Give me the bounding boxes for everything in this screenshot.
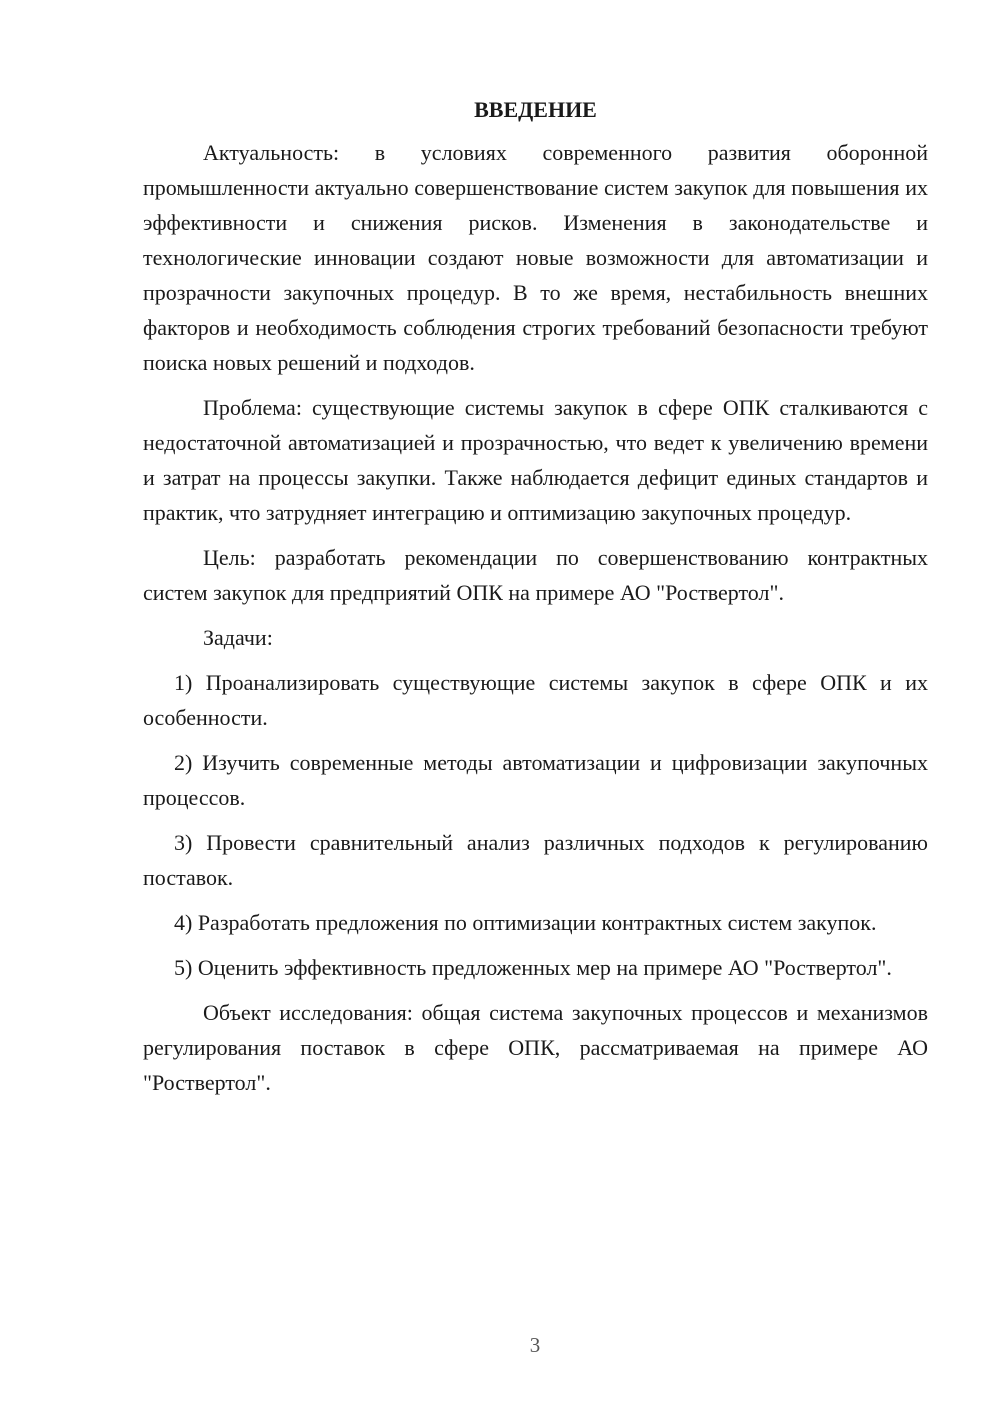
- task-item: 4) Разработать предложения по оптимизации контрактных систем закупок.: [174, 910, 877, 935]
- problem-paragraph: Проблема: существующие системы закупок в сфере ОПК сталкиваются с недостаточной автоматизацией и прозрачностью, что ведет к увеличению времени и затрат на процессы закупки. Также наблюдается дефицит единых стандартов и практик, что затрудняет интеграцию и оптимизацию закупочных процедур.: [143, 395, 928, 525]
- research-object-paragraph: Объект исследования: общая система закупочных процессов и механизмов регулирования поставок в сфере ОПК, рассматриваемая на примере АО "Роствертол".: [143, 1000, 928, 1095]
- section-title: ВВЕДЕНИЕ: [474, 97, 597, 122]
- relevance-paragraph: Актуальность: в условиях современного развития оборонной промышленности актуально совершенствование систем закупок для повышения их эффективности и снижения рисков. Изменения в законодательстве и технологические инновации создают новые возможности для автоматизации и прозрачности закупочных процедур. В то же время, нестабильность внешних факторов и необходимость соблюдения строгих требований безопасности требуют поиска новых решений и подходов.: [143, 140, 928, 375]
- task-item: 1) Проанализировать существующие системы закупок в сфере ОПК и их особенности.: [143, 670, 928, 730]
- page-number: 3: [529, 1333, 541, 1357]
- tasks-heading: Задачи:: [203, 625, 273, 650]
- task-item: 5) Оценить эффективность предложенных мер на примере АО "Роствертол".: [174, 955, 892, 980]
- page-content: [143, 92, 928, 1110]
- task-item: 2) Изучить современные методы автоматизации и цифровизации закупочных процессов.: [143, 750, 928, 810]
- task-item: 3) Провести сравнительный анализ различных подходов к регулированию поставок.: [143, 830, 928, 890]
- goal-paragraph: Цель: разработать рекомендации по совершенствованию контрактных систем закупок для предприятий ОПК на примере АО "Роствертол".: [143, 545, 928, 605]
